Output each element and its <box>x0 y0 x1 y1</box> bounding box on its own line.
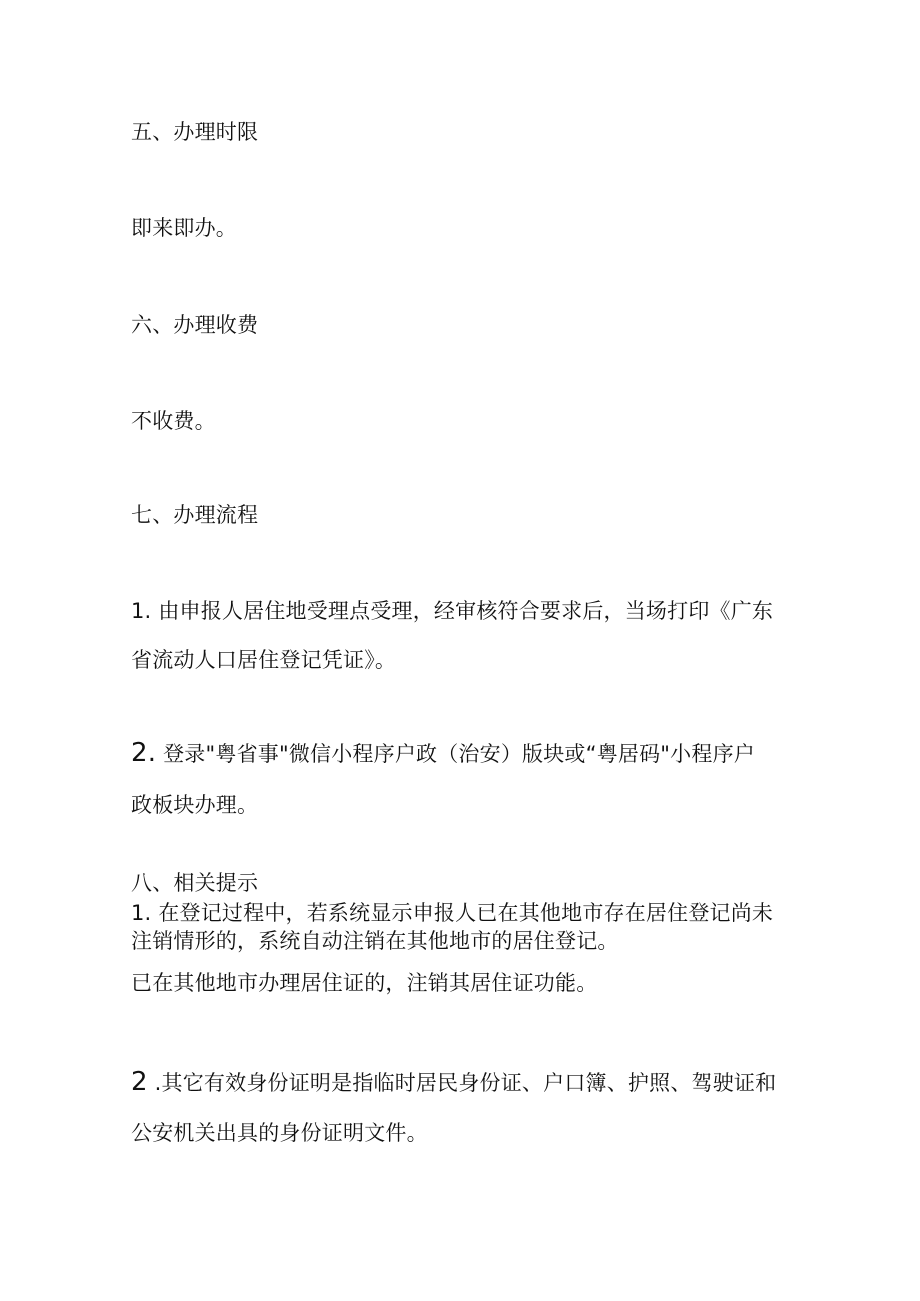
tip-item-1-line-1 <box>131 898 773 928</box>
tip-item-1-text: 在登记过程中，若系统显示申报人已在其他地市存在居住登记尚未 <box>158 901 774 925</box>
tip-item-1-line-3: 已在其他地市办理居住证的，注销其居住证功能。 <box>131 971 598 995</box>
tip-item-2-line-1 <box>131 1067 776 1098</box>
process-item-2-line-2: 政板块办理。 <box>131 793 259 817</box>
section-heading-tips: 八、相关提示 <box>131 871 259 895</box>
process-item-2-text: 登录"粤省事"微信小程序户政（治安）版块或“粤居码"小程序户 <box>163 742 755 766</box>
tip-item-2-line-2: 公安机关出具的身份证明文件。 <box>131 1121 428 1145</box>
process-item-2-number: 2. <box>131 738 157 768</box>
section-heading-process: 七、办理流程 <box>131 503 259 527</box>
process-item-1-line-1 <box>131 596 773 626</box>
process-item-1-number: 1. <box>131 599 152 623</box>
tip-item-2-number: 2 <box>131 1067 148 1097</box>
section-heading-time-limit: 五、办理时限 <box>131 120 259 144</box>
process-item-1-line-2: 省流动人口居住登记凭证》。 <box>131 648 397 672</box>
tip-item-1-line-2: 注销情形的，系统自动注销在其他地市的居住登记。 <box>131 929 619 953</box>
process-item-1-text: 由申报人居住地受理点受理，经审核符合要求后，当场打印《广东 <box>158 599 774 623</box>
process-item-2-line-1 <box>131 738 755 769</box>
section-body-fees: 不收费。 <box>131 409 216 433</box>
section-body-time-limit: 即来即办。 <box>131 216 237 240</box>
tip-item-1-number: 1. <box>131 901 152 925</box>
tip-item-2-text: .其它有效身份证明是指临时居民身份证、户口簿、护照、驾驶证和 <box>154 1071 777 1095</box>
section-heading-fees: 六、办理收费 <box>131 313 259 337</box>
